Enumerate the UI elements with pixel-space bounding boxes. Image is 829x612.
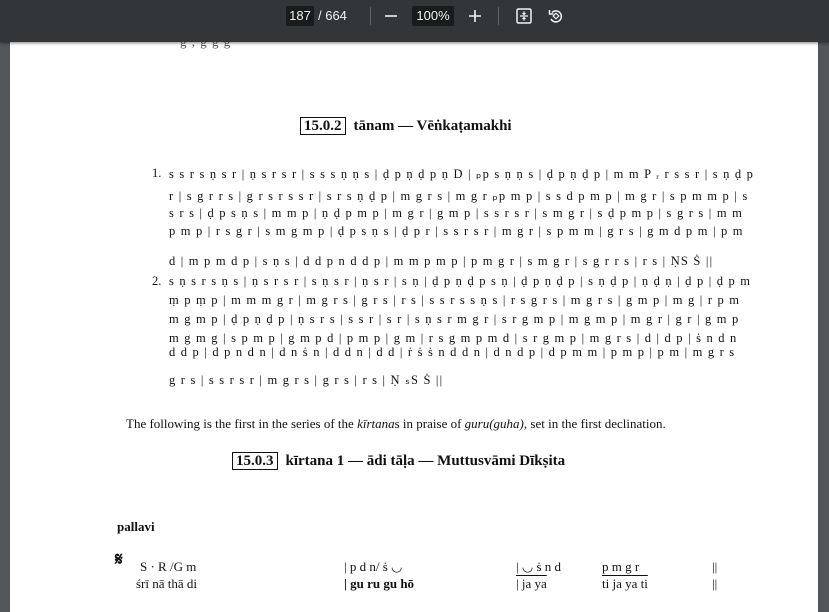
page-total: / 664: [318, 8, 347, 23]
sahitya-lyric: ti ja ya ti: [602, 576, 648, 591]
music-line: m g m p | ḍ p ṇ ḍ p | ṇ s r s | s s r | s r | s ṇ s r m g r | s r g m p | m g m p | m g r | g r | g m p: [169, 312, 740, 326]
swara-notation: p m g r: [602, 559, 640, 574]
music-line: ṃ p ṃ p | m m m g r | m g r s | g r s | r s | s s r s s ṇ s | r s g r s | m g r s | g m p | m g | r p m: [169, 293, 741, 307]
paragraph-text: s in praise of: [394, 416, 465, 431]
list-marker: 2.: [152, 274, 162, 288]
music-line: d d p | d p n d n | d n ṡ n | d d n | d d | ṙ ṡ ṡ n d d n | d n d p | d p m m | p m p | p m | m g r s: [169, 345, 736, 359]
music-line: s ṇ s r s ṇ s | ṇ s r s r | s ṇ s r | ṇ s r | s ṇ | ḍ p ṇ ḍ p s ṇ | ḍ p ṇ ḍ p | s ṇ ḍ p | ṇ ḍ ṇ | ḍ p | ḍ p m: [169, 274, 752, 288]
minus-icon: [382, 7, 400, 25]
music-line: m g m g | s p m p | g m p d | p m p | g m | r s g m p m d | s r g m p | m g r s | d | d p | ṡ n d n: [169, 331, 738, 345]
toolbar-divider: [370, 7, 371, 25]
section-number: 15.0.2: [300, 117, 346, 135]
sahitya-lyric: | gu ru gu hō: [344, 576, 415, 591]
swara-notation: | ◡ ṡ n d: [516, 559, 562, 574]
music-line: g r s | s s r s r | m g r s | g r s | r s | Ṇ ₛS Ṡ ||: [169, 373, 444, 387]
section-number: 15.0.3: [232, 452, 278, 470]
section-heading: [300, 118, 512, 135]
toolbar-divider: [498, 7, 499, 25]
page-number-input[interactable]: 187: [286, 6, 314, 26]
fit-page-icon: [515, 7, 533, 25]
section-title: kīrtana 1 — ādi tāḷa — Muttusvāmi Dīkṣita: [285, 453, 566, 469]
section-heading: [232, 453, 565, 470]
rotate-button[interactable]: [544, 4, 568, 28]
zoom-out-button[interactable]: [379, 4, 403, 28]
music-line: s s r s ṇ s r | ṇ s r s r | s s s ṇ ṇ s | ḍ p ṇ ḍ p ṇ D | ₚp s ṇ ṇ s | ḍ p ṇ ḍ p | m m P ᵣ r s s r | s ṇ ḍ p: [169, 167, 755, 181]
music-line: s r s | ḍ p s ṇ s | m m p | ṇ ḍ p m p | m g r | g m p | s s r s r | s m g r | s ḍ p m p | s g r s | m m: [169, 206, 743, 220]
rotate-icon: [547, 7, 565, 25]
pdf-toolbar: [0, 0, 829, 42]
sahitya-lyric: | ja ya: [516, 576, 547, 591]
paragraph-text: , set in the first declination.: [523, 416, 666, 431]
zoom-in-button[interactable]: [463, 4, 487, 28]
plus-icon: [466, 7, 484, 25]
sahitya-lyric: śrī nā thā di: [136, 576, 198, 591]
paragraph-emphasis: kīrtana: [357, 416, 395, 431]
pallavi-label: pallavi: [117, 519, 155, 534]
music-line: d | m p m d p | s ṇ s | d d p n d d p | m m p m p | p m g r | s m g r | s g r r s | r s | ṆS Ṡ ||: [169, 254, 714, 268]
fit-to-page-button[interactable]: [512, 4, 536, 28]
list-marker: 1.: [152, 166, 162, 180]
paragraph-emphasis: guru(guha): [464, 416, 524, 431]
music-line: r | s g r r s | g r s r s s r | s r s ṇ ḍ p | m g r s | m g r ₚp m p | s s d p m p | m g r | s p m m p | s: [169, 189, 749, 203]
swara-notation: | p d n/ ṡ ◡: [344, 559, 403, 574]
pdf-page: [10, 42, 818, 612]
body-paragraph: [126, 416, 666, 432]
swara-notation: S · R /G m: [140, 559, 197, 574]
paragraph-text: The following is the first in the series of the: [126, 416, 358, 431]
sahitya-lyric: ||: [712, 576, 718, 591]
swara-notation: ||: [712, 559, 718, 574]
music-line: p m p | r s g r | s m g m p | ḍ p s ṇ s | ḍ p r | s s r s r | m g r | s p m m | g r s | g m d p m | p m: [169, 224, 744, 238]
segno-sign: 𝄋: [115, 549, 123, 569]
section-title: tānam — Vēṅkaṭamakhi: [353, 118, 512, 134]
zoom-input[interactable]: 100%: [412, 6, 454, 26]
